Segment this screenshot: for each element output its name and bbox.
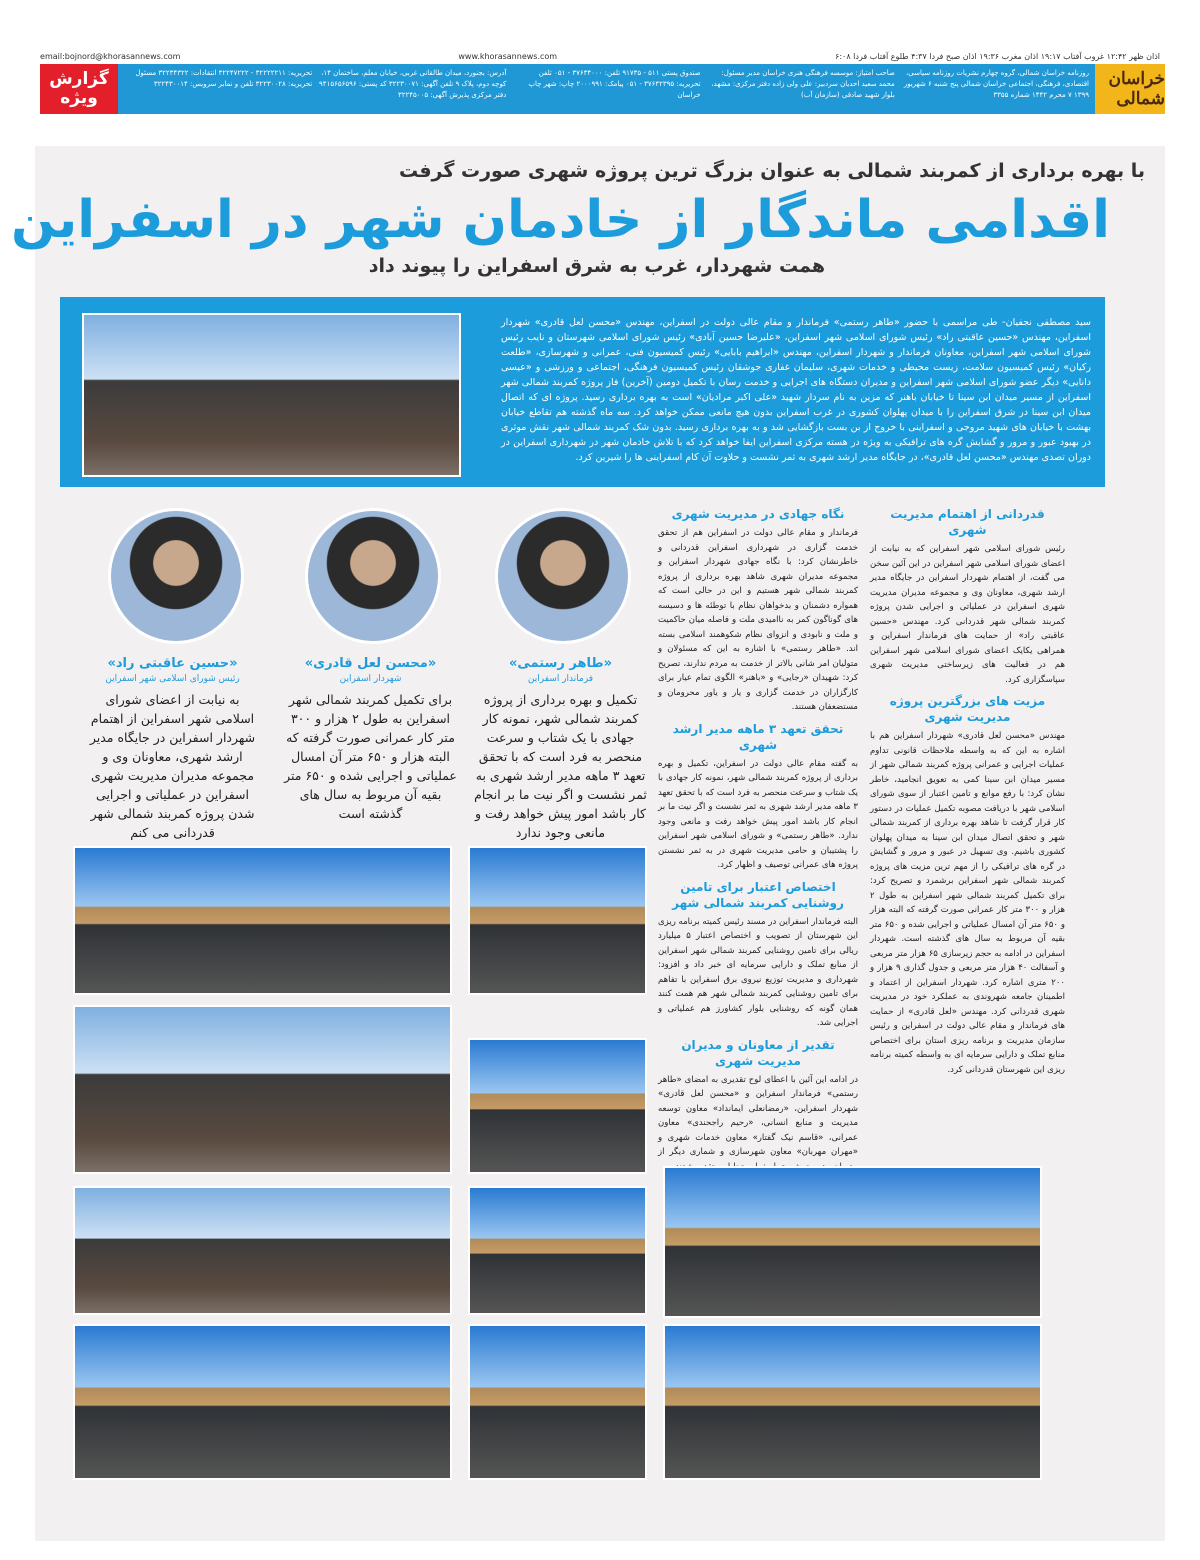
prayer-times: اذان ظهر ۱۲:۴۲ غروب آفتاب ۱۹:۱۷ اذان مغرب ۱۹:۳۶ اذان صبح فردا ۴:۳۷ طلوع آفتاب فردا ۶:۰۸: [835, 52, 1160, 61]
section-badge: گزارش ویژه: [40, 64, 118, 114]
heading-lighting-credit: اختصاص اعتبار برای تامین روشنایی کمربند شمالی شهر: [672, 879, 844, 910]
person-name: «حسین عاقبتی راد»: [107, 656, 238, 671]
paragraph: به گفته مقام عالی دولت در اسفراین، تکمیل و بهره برداری از پروژه کمربند شمالی شهر، نمونه کار جهادی با یک شتاب و سرعت منحصر به فرد است که با تحقق تعهد ۳ ماهه مدیر ارشد شهری به ثمر نشست و اگر نیت ما بر انجام کار باشد امور پیش خواهد رفت و مانعی وجود ندارد. «طاهر رستمی» و شورای اسلامی شهر اسفراین را پشتیبان و حامی مدیریت شهری در به ثمر نشستن پروژه های عمرانی توصیف و اظهار کرد.: [658, 758, 858, 870]
quote-aghebati-rad: به نیابت از اعضای شورای اسلامی شهر اسفراین از اهتمام شهردار اسفراین در جایگاه مدیر ارشد شهری، معاونان وی و مجموعه مدیران مدیریت شهری اسفراین در عملیاتی و اجرایی شدن پروژه کمربند شمالی شهر قدردانی می کنم: [89, 692, 256, 840]
person-role: فرماندار اسفراین: [527, 674, 594, 684]
masthead-col-5: تحریریه: ۳۲۲۲۲۲۱۱ - ۳۲۲۴۷۲۲۲ انتقادات: ۳۲۲۳۴۳۲۲ مسئول تحریریه: ۳۲۲۳۰۰۲۸ تلفن و نمابر سرویس: ۳۲۲۴۳۰۰۱۴: [135, 69, 313, 88]
person-name: «طاهر رستمی»: [509, 656, 612, 671]
paragraph: در ادامه این آئین با اعطای لوح تقدیری به امضای «طاهر رستمی» فرماندار اسفراین و «محسن لعل قادری» شهردار اسفراین، «رمضانعلی ایمانداد» معاون توسعه مدیریت و منابع انسانی، «رحیم راجحندی» معاون عمرانی، «قاسم نیک گفتار» معاون خدمات شهری و «مهران مهربان» معاون شهرسازی و شماری دیگر از: [658, 1074, 858, 1157]
top-strip: [40, 52, 1160, 61]
website[interactable]: www.khorasannews.com: [458, 52, 558, 61]
column-right: [870, 500, 1065, 1077]
heading-jihadi-view: نگاه جهادی در مدیریت شهری: [671, 507, 845, 521]
photo-crosswalk: [468, 1324, 647, 1480]
heading-honoring: تقدیر از معاونان و مدیران مدیریت شهری: [681, 1037, 835, 1068]
photo-road-mountains: [663, 1166, 1042, 1318]
photo-audience: [73, 1005, 452, 1174]
quote-rostami: تکمیل و بهره برداری از پروژه کمربند شمالی شهر، نمونه کار جهادی با یک شتاب و سرعت منحصر به فرد است که با تحقق تعهد ۳ ماهه مدیر ارشد شهری به ثمر نشست و اگر نیت ما بر انجام کار باشد امور پیش خواهد رفت و مانعی وجود ندارد: [474, 692, 647, 840]
photo-speed-sign: [468, 846, 647, 995]
masthead-info: [118, 64, 1095, 114]
photo-road-building: [73, 846, 452, 995]
person-role: شهردار اسفراین: [339, 674, 402, 684]
portrait-rostami: [495, 508, 631, 644]
person-name: «محسن لعل قادری»: [304, 656, 437, 671]
person-2: [278, 656, 463, 684]
person-1: [468, 656, 653, 684]
person-role: رئیس شورای اسلامی شهر اسفراین: [105, 674, 240, 684]
masthead-col-1: روزنامه خراسان شمالی، گروه چهارم نشریات روزنامه سیاسی، اقتصادی، فرهنگی، اجتماعی خراسان شمالی پنج شنبه ۶ شهریور ۱۳۹۹ ۷ محرم ۱۴۴۲ شماره ۳۳۵۵: [903, 69, 1089, 99]
portrait-aghebati-rad: [108, 508, 244, 644]
headline-title: اقدامی ماندگار از خادمان شهر در اسفراین: [10, 190, 1110, 250]
heading-commitment: تحقق تعهد ۳ ماهه مدیر ارشد شهری: [672, 721, 844, 752]
photo-traffic-light: [663, 1324, 1042, 1480]
masthead-banner: [40, 64, 1165, 114]
paragraph: البته فرماندار اسفراین در مسند رئیس کمیته برنامه ریزی این شهرستان از تصویب و اختصاص اعتبار ۵ میلیارد ریالی برای تامین روشنایی کمربند شمالی شهر اسفراین از منابع تملک و دارایی سرمایه ای خبر داد و افزود: شهرداری و مدیریت توزیع نیروی برق اسفراین با تفاهم برای تامین روشنایی کمربند شمالی شهر هم همت کنند همان گونه که روشنایی بلوار کشاورز هم عملیاتی و اجرایی شد.: [658, 916, 858, 1028]
supertitle: با بهره برداری از کمربند شمالی به عنوان بزرگ ترین پروژه شهری صورت گرفت: [398, 160, 1145, 182]
photo-intersection: [73, 1324, 452, 1480]
heading-appreciation: قدردانی از اهتمام مدیریت شهری: [890, 507, 1045, 537]
subtitle: همت شهردار، غرب به شرق اسفراین را پیوند داد: [368, 255, 825, 277]
masthead-col-4: آدرس: بجنورد، میدان طالقانی غربی، خیابان معلم، ساختمان ۱۴، کوچه دوم، پلاک ۹ تلفن آگهی: ۳۲۲۳۰۰۷۱ کد پستی: ۹۴۱۵۶۵۶۵۹۶ دفتر مرکزی پذیرش آگهی: ۳۲۲۴۵۰۰۵: [319, 69, 507, 99]
masthead-col-2: صاحب امتیاز: موسسه فرهنگی هنری خراسان مدیر مسئول: محمد سعید احدیان سردبیر: علی ولی زاده دفتر مرکزی: مشهد، بلوار شهید صادقی (سازمان آب): [711, 69, 895, 99]
quote-laal-ghaderi: برای تکمیل کمربند شمالی شهر اسفراین به طول ۲ هزار و ۳۰۰ متر کار عمرانی صورت گرفته که البته هزار و ۶۵۰ متر آن امسال عملیاتی و اجرایی شده و ۶۵۰ متر بقیه آن مربوط به سال های گذشته است: [284, 692, 457, 821]
column-middle: [658, 500, 858, 1174]
portrait-laal-ghaderi: [305, 508, 441, 644]
newspaper-logo: خراسان شمالی: [1095, 64, 1165, 114]
paragraph: مهندس «محسن لعل قادری» شهردار اسفراین هم با اشاره به این که به واسطه ملاحظات قانونی تداوم عملیات اجرایی و عمرانی پروژه کمربند شمالی شهر از مسیر میدان ابن سینا کمی به تعویق انجامید، خاطر نشان کرد: با رفع موانع و تامین اعتبار از سوی شورای اسلامی شهر با دریافت مصوبه تکمیل عملیات در دستور کار قرار گرفت تا شاهد بهره برداری از کمربند شمالی شهر و تحقق اتصال میدان ابن سینا به میدان پهلوان کشوری باشیم. وی تسهیل در عبور و مرور و گشایش در گره های ترافیکی را از مهم ترین مزیت های پروژه کمربند شمالی شهر اسفراین برشمرد و تصریح کرد: برای تکمیل کمربند شمالی شهر اسفراین به طول ۲ هزار و ۳۰۰ متر کار عمرانی صورت گرفته که البته هزار و ۶۵۰ متر آن امسال عملیاتی و اجرایی شده و ۶۵۰ متر بقیه آن مربوط به سال های گذشته است. شهردار اسفراین در ادامه به حجم زیرسازی ۶۵ هزار متر مربعی و آسفالت ۴۰ هزار متر مربعی و جدول گذاری ۹ هزار و ۲۰۰ متری اشاره کرد. شهردار اسفراین از اعتماد و اطمینان جامعه شهروندی به عملکرد خود در مدیریت شهری قدردانی کرد. مهندس «لعل قادری» از حمایت های فرماندار و مقام عالی دولت در اسفراین و رئیس سازمان مدیریت و برنامه ریزی استان برای اختصاص منابع تملک و دارایی سرمایه ای به واسطه کمیته برنامه ریزی این شهرستان قدردانی کرد.: [870, 731, 1066, 1075]
ribbon-cutting-photo: [82, 313, 461, 477]
photo-road-divider: [468, 1186, 647, 1315]
lead-text: سید مصطفی نجفیان- طی مراسمی با حضور «طاهر رستمی» فرماندار و مقام عالی دولت در اسفراین، مهندس «محسن لعل قادری» شهردار اسفراین، مهندس «حسین عاقبتی راد» رئیس شورای اسلامی شهر اسفراین، «علیرضا حسین آبادی» رئیس شورای اسلامی شهرستان و نایب رئیس شورای اسلامی شهر اسفراین، معاونان فرماندار و شهردار اسفراین، مهندس «ابراهیم بابایی» رئیس کمیسیون فنی، عمرانی و شهرسازی، «طلعت رکیان» رئیس کمیسیون سلامت، زیست محیطی و خدمات شهری، سلیمان غفاری جوشقان رئیس کمیسیون فرهنگی، اجتماعی و ورزشی و «عیسی دانایی» دیگر عضو شورای اسلامی شهر اسفراین و مدیران دستگاه های اجرایی و خدمت رسان با تکمیل دومین (آخرین) فاز پروژه کمربند شمالی شهر اسفراین از مسیر میدان ابن سینا تا خیابان باهنر که مزین به نام سردار شهید «علی اکبر مرادیان» است به بهره برداری رسید. پروژه ای که اتصال میدان ابن سینا در شرق اسفراین را با میدان پهلوان کشوری در غرب اسفراین بدون هیچ مانعی ممکن خواهد کرد. سه ماه گذشته هم تقاطع خیابان بهشت با خیابان های شهید مروجی و اسفراینی با خروج از بن بست بازگشایی شد و به بهره برداری رسید. بدون شک کمربند شمالی شهر نقش موثری در بهبود عبور و مرور و گشایش گره های ترافیکی به ویژه در هسته مرکزی اسفراین ایفا خواهد کرد که با تلاش خادمان شهر در شهرداری اسفراین در دوران تصدی مهندس «محسن لعل قادری»، در جایگاه مدیر ارشد شهری به ثمر نشست و حلاوت آن کام اسفراینی ها را شیرین کرد.: [501, 317, 1091, 463]
heading-advantages: مزیت های بزرگترین پروژه مدیریت شهری: [889, 694, 1046, 724]
photo-highway-curve: [468, 1038, 647, 1174]
photo-motorcyclists: [73, 1186, 452, 1315]
paragraph: رئیس شورای اسلامی شهر اسفراین که به نیابت از اعضای شورای اسلامی شهر اسفراین در این آئین سخن می گفت، از اهتمام شهردار اسفراین در جایگاه مدیر ارشد شهری، معاونان وی و مجموعه مدیران مدیریت شهری اسفراین در عملیاتی و اجرایی شدن پروژه کمربند شمالی شهر قدردانی کرد. مهندس «حسین عاقبتی راد» از حمایت های فرماندار اسفراین و همراهی یکایک اعضای شورای اسلامی شهر اسفراین هم در فعالیت های زیرساختی مدیریت شهری سپاسگزاری کرد.: [870, 544, 1065, 685]
lead-box: [60, 297, 1105, 487]
person-3: [80, 656, 265, 684]
email[interactable]: email:bojnord@khorasannews.com: [40, 52, 181, 61]
masthead-col-3: صندوق پستی ۵۱۱ - ۹۱۷۳۵ تلفن: ۳۷۶۳۴۰۰۰ - ۰۵۱ تلفن تحریریه: ۳۷۶۴۲۳۹۵ - ۰۵۱ پیامک: ۲۰۰۰۹۹۱ چاپ: شهر چاپ خراسان: [528, 69, 701, 99]
paragraph: فرماندار و مقام عالی دولت در اسفراین هم از تحقق خدمت گزاری در شهرداری اسفراین قدردانی و خاطرنشان کرد: با نگاه جهادی شهردار اسفراین و مجموعه مدیران شهری شاهد بهره برداری از پروژه کمربند شمالی شهر هستیم و این در حالی است که همواره دشمنان و بدخواهان نظام با توطئه ها و دسیسه های گوناگون کمر به ناامیدی ملت و فاصله میان حاکمیت و ملت و نابودی و انزوای نظام شکوهمند اسلامی بسته اند. «طاهر رستمی» با اشاره به این که مسئولان و متولیان امر شانی بالاتر از خدمت به مردم ندارند، تصریح کرد: شهیدان «رجایی» و «باهنر» الگوی تمام عیار برای کارگزاران در خدمت گزاری و یار و یاور محرومان و مستضعفان هستند.: [658, 528, 858, 712]
